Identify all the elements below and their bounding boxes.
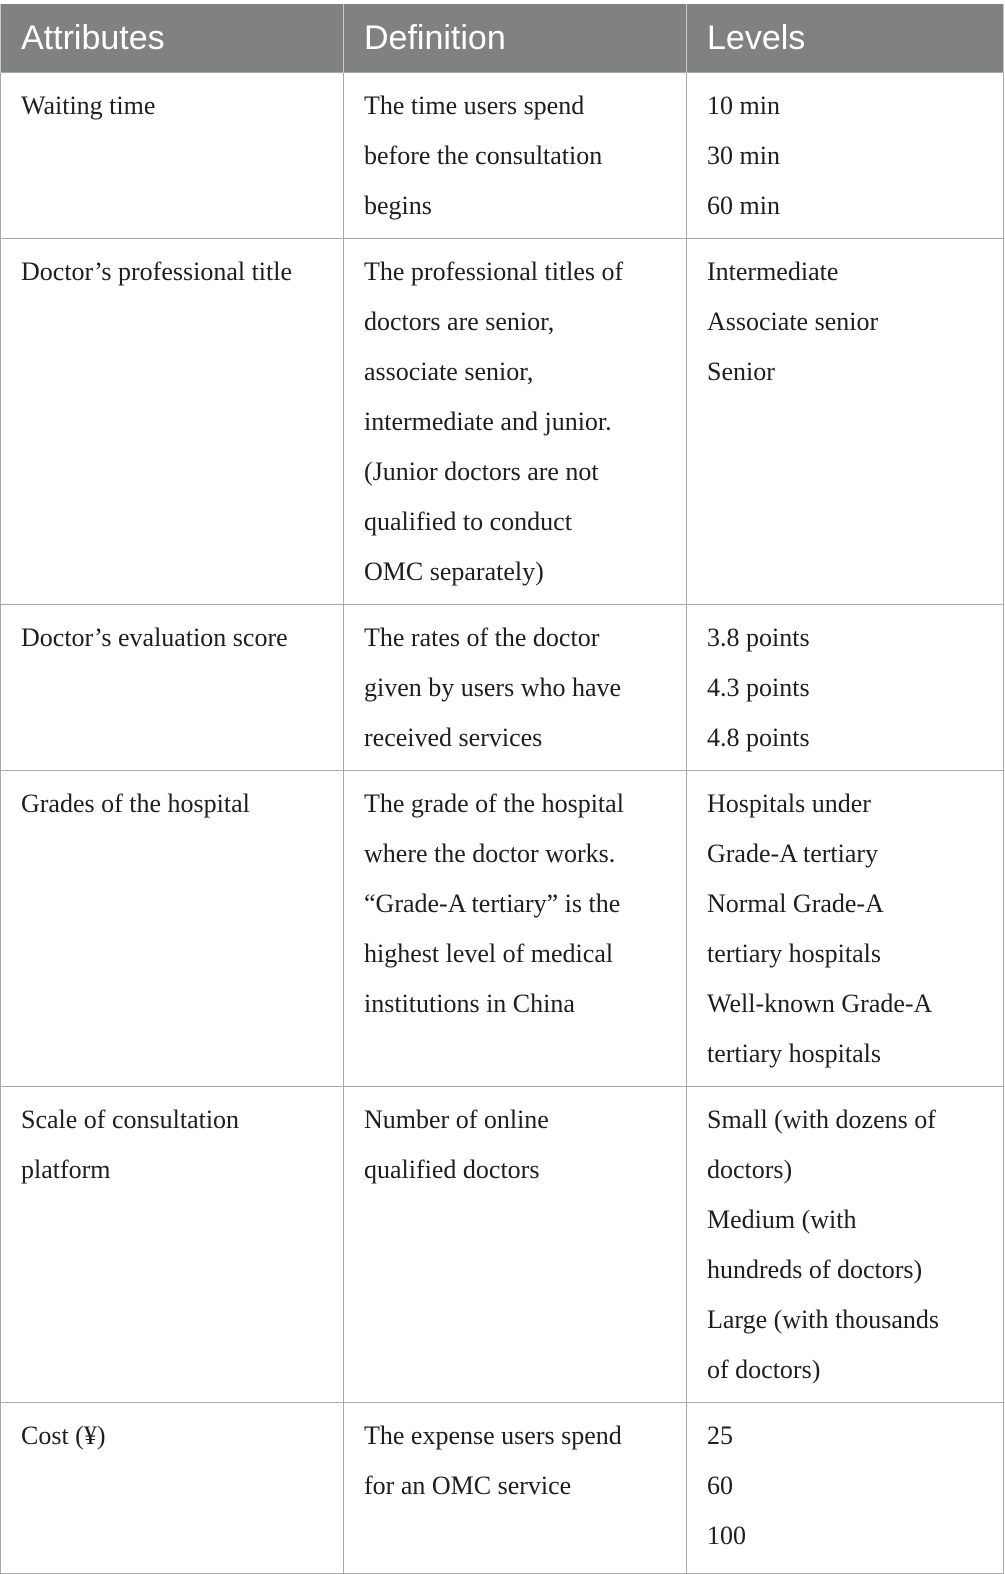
- definition-cell: [344, 73, 687, 239]
- level-line: Associate senior: [707, 307, 879, 336]
- definition-line: The rates of the doctor: [364, 623, 600, 652]
- level-line: Well-known Grade-A: [707, 989, 933, 1018]
- level-line: 4.8 points: [707, 723, 810, 752]
- level-line: tertiary hospitals: [707, 939, 882, 968]
- table-row: [1, 771, 1004, 1087]
- table-row: [1, 605, 1004, 771]
- definition-line: institutions in China: [364, 989, 575, 1018]
- level-line: Medium (with: [707, 1205, 857, 1234]
- definition-line: given by users who have: [364, 673, 622, 702]
- level-line: Small (with dozens of: [707, 1105, 936, 1134]
- level-line: 10 min: [707, 91, 780, 120]
- definition-cell: [344, 1087, 687, 1403]
- attribute-text: Doctor’s professional title: [21, 257, 293, 286]
- level-line: tertiary hospitals: [707, 1039, 882, 1068]
- attribute-cell: [1, 239, 344, 605]
- definition-line: The expense users spend: [364, 1421, 622, 1450]
- level-line: Grade-A tertiary: [707, 839, 879, 868]
- level-line: Hospitals under: [707, 789, 871, 818]
- header-row: [1, 4, 1004, 73]
- attributes-table: [0, 4, 1004, 1574]
- definition-cell: [344, 605, 687, 771]
- attribute-text: Waiting time: [21, 91, 156, 120]
- header-attributes: Attributes: [1, 4, 344, 73]
- definition-line: doctors are senior,: [364, 307, 555, 336]
- level-line: hundreds of doctors): [707, 1255, 923, 1284]
- definition-line: “Grade-A tertiary” is the: [364, 889, 621, 918]
- table-row: [1, 1403, 1004, 1574]
- definition-line: qualified doctors: [364, 1155, 540, 1184]
- attribute-cell: [1, 605, 344, 771]
- attribute-cell: [1, 73, 344, 239]
- level-line: 25: [707, 1421, 733, 1450]
- level-line: Large (with thousands: [707, 1305, 940, 1334]
- level-line: 4.3 points: [707, 673, 810, 702]
- level-line: 60: [707, 1471, 733, 1500]
- definition-line: intermediate and junior.: [364, 407, 612, 436]
- definition-line: highest level of medical: [364, 939, 614, 968]
- level-line: of doctors): [707, 1355, 821, 1384]
- levels-cell: [687, 1403, 1004, 1574]
- attribute-cell: [1, 1403, 344, 1574]
- definition-line: The professional titles of: [364, 257, 624, 286]
- definition-line: (Junior doctors are not: [364, 457, 599, 486]
- level-line: Normal Grade-A: [707, 889, 884, 918]
- levels-cell: [687, 239, 1004, 605]
- levels-cell: [687, 73, 1004, 239]
- levels-cell: [687, 605, 1004, 771]
- definition-line: Number of online: [364, 1105, 549, 1134]
- definition-line: where the doctor works.: [364, 839, 616, 868]
- level-line: 60 min: [707, 191, 780, 220]
- header-levels: Levels: [687, 4, 1004, 73]
- definition-line: The grade of the hospital: [364, 789, 624, 818]
- header-definition: Definition: [344, 4, 687, 73]
- definition-cell: [344, 1403, 687, 1574]
- definition-line: for an OMC service: [364, 1471, 572, 1500]
- level-line: 100: [707, 1521, 746, 1550]
- definition-line: begins: [364, 191, 432, 220]
- attribute-line: Scale of consultation: [21, 1105, 240, 1134]
- attribute-text: Grades of the hospital: [21, 789, 250, 818]
- definition-line: OMC separately): [364, 557, 544, 586]
- table-row: [1, 1087, 1004, 1403]
- definition-line: before the consultation: [364, 141, 603, 170]
- levels-cell: [687, 771, 1004, 1087]
- level-line: Intermediate: [707, 257, 839, 286]
- attribute-cell: [1, 1087, 344, 1403]
- definition-line: associate senior,: [364, 357, 534, 386]
- definition-line: qualified to conduct: [364, 507, 572, 536]
- definition-cell: [344, 771, 687, 1087]
- attribute-text: Doctor’s evaluation score: [21, 623, 288, 652]
- level-line: Senior: [707, 357, 775, 386]
- definition-line: The time users spend: [364, 91, 585, 120]
- level-line: doctors): [707, 1155, 793, 1184]
- definition-line: received services: [364, 723, 543, 752]
- attribute-text: Cost (¥): [21, 1421, 106, 1450]
- definition-cell: [344, 239, 687, 605]
- table-row: [1, 73, 1004, 239]
- attribute-cell: [1, 771, 344, 1087]
- attribute-line: platform: [21, 1155, 111, 1184]
- levels-cell: [687, 1087, 1004, 1403]
- table-row: [1, 239, 1004, 605]
- level-line: 3.8 points: [707, 623, 810, 652]
- level-line: 30 min: [707, 141, 780, 170]
